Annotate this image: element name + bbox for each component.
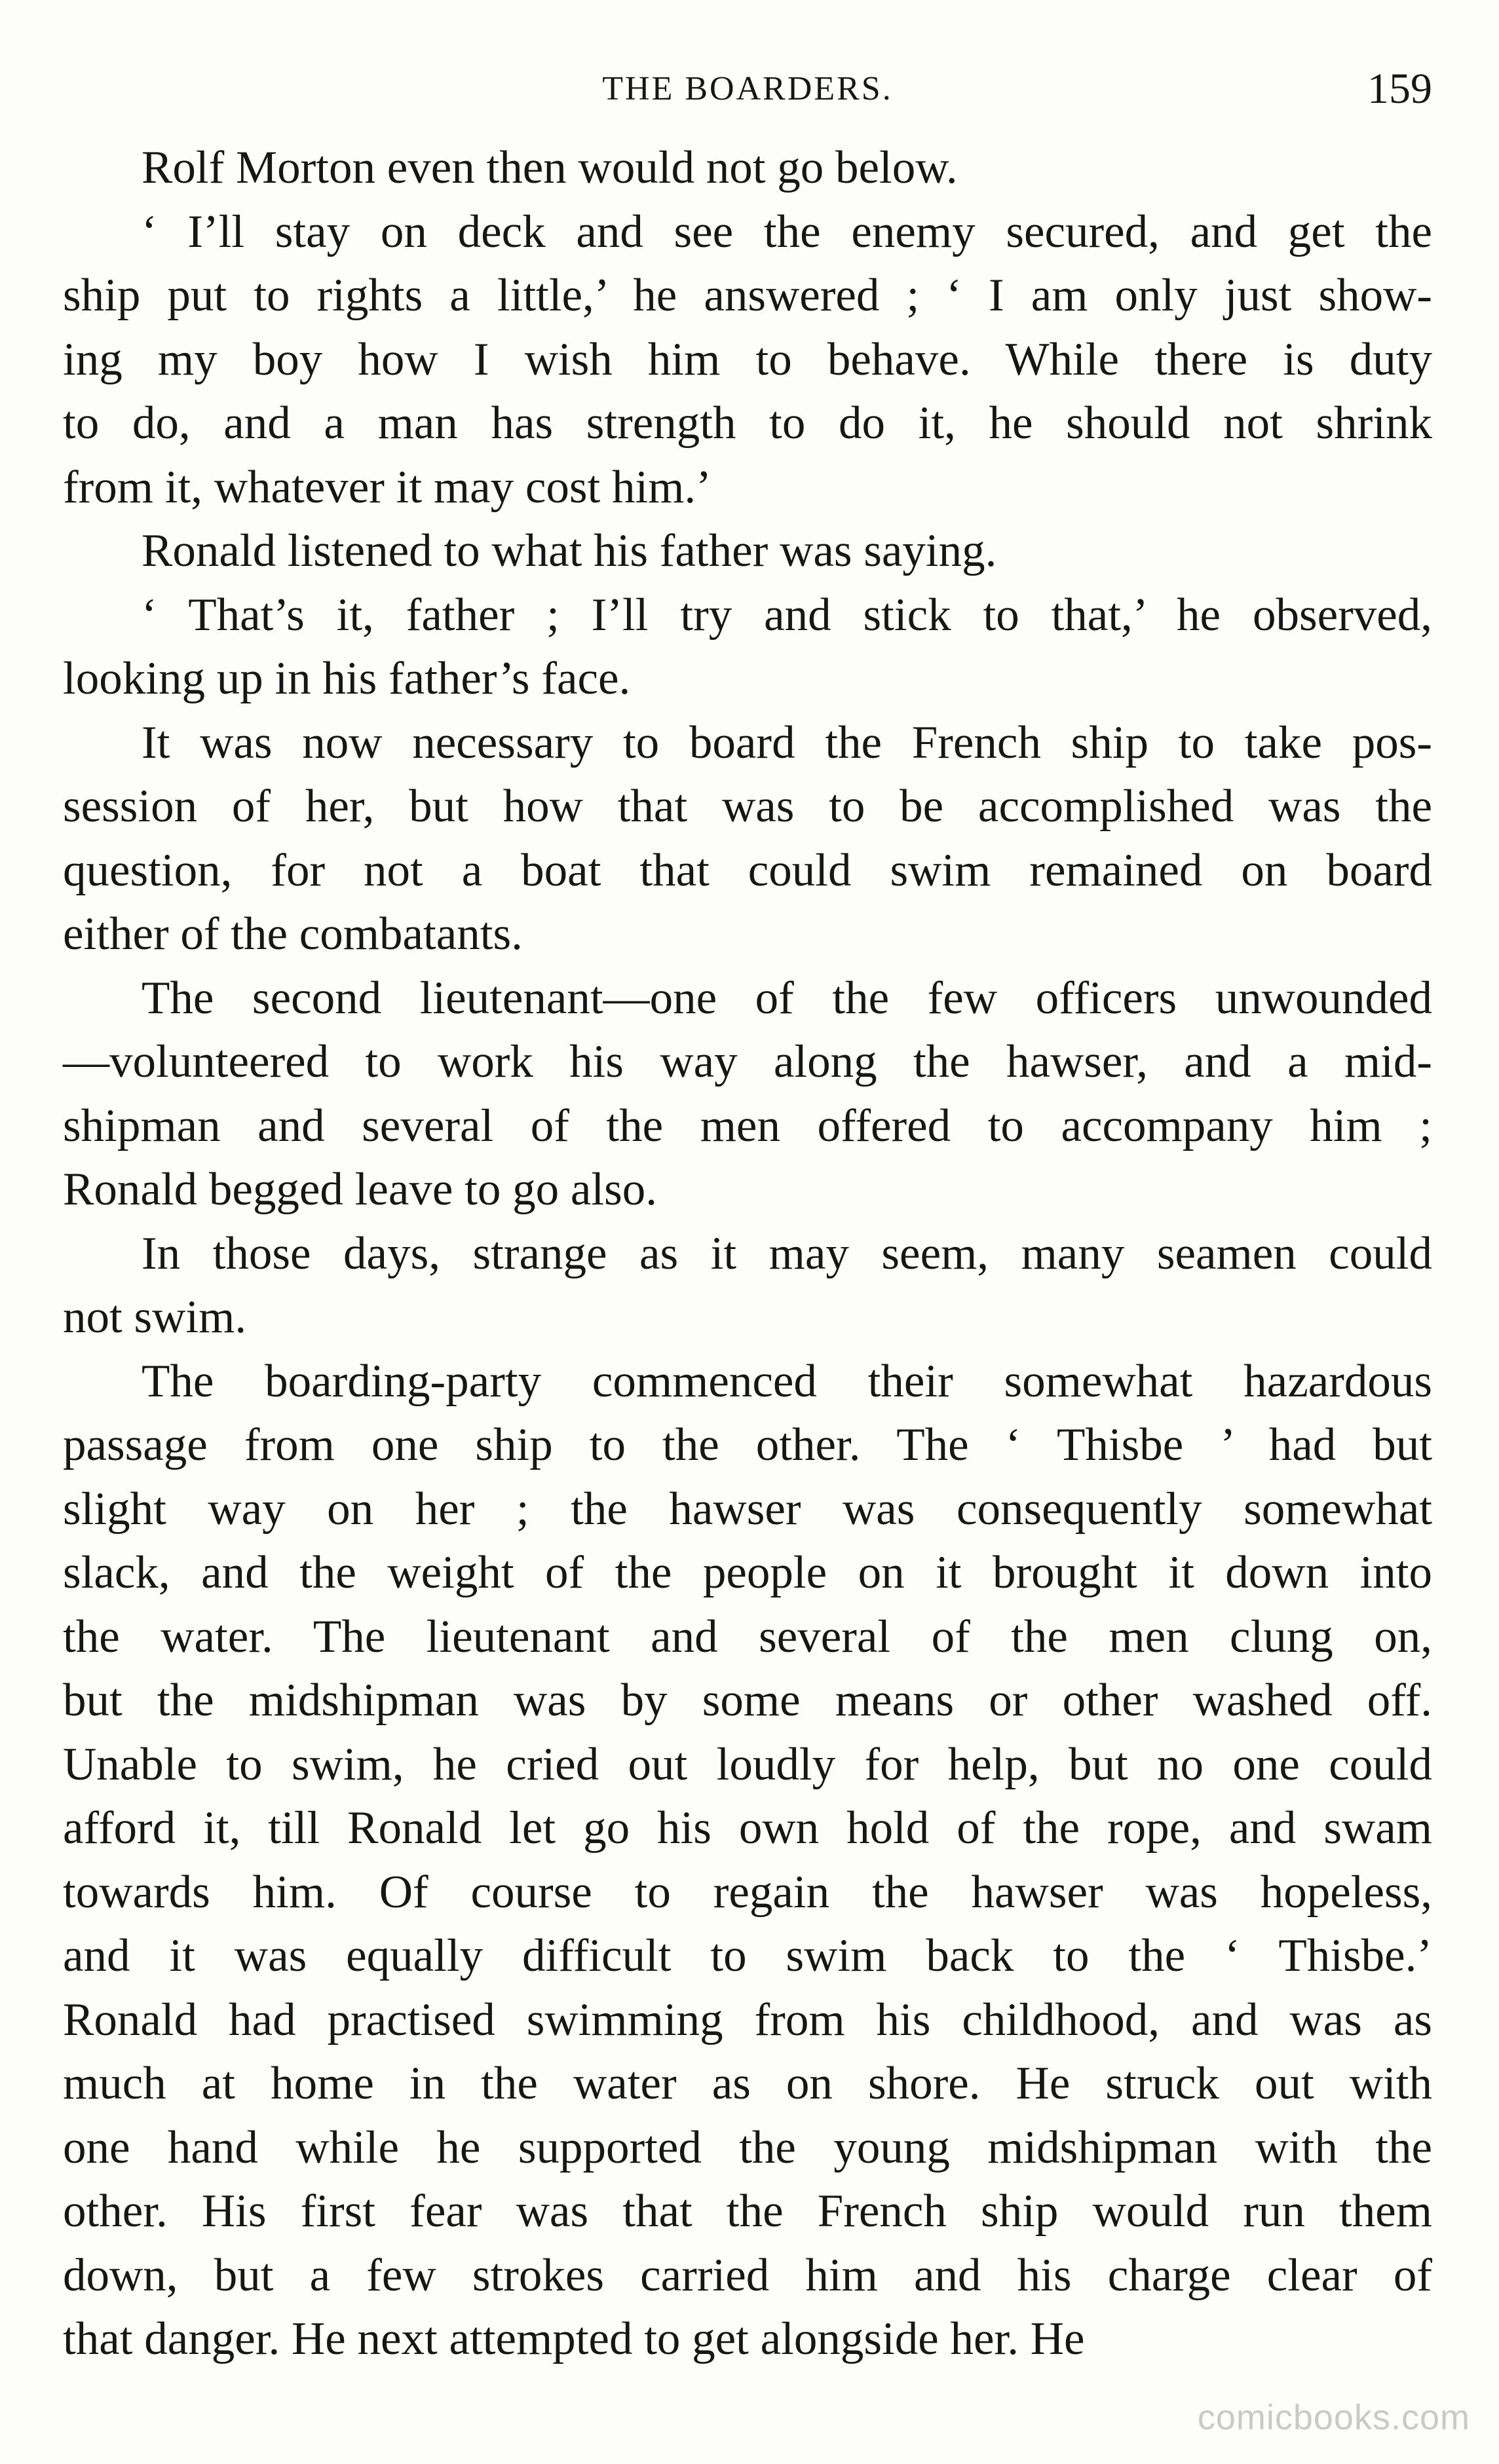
text-line: from it, whatever it may cost him.’ [63,461,712,513]
watermark: comicbooks.com [1197,2398,1470,2437]
text-line: looking up in his father’s face. [63,653,631,704]
text-line: to do, and a man has strength to do it, he should not shrink [63,398,1432,449]
paragraph [63,584,1432,711]
text-line: the water. The lieutenant and several of the men clung on, [63,1611,1432,1662]
text-line: Ronald listened to what his father was saying. [142,525,997,576]
text-line: ‘ I’ll stay on deck and see the enemy secured, and get the [142,206,1432,257]
text-line: slack, and the weight of the people on it brought it down into [63,1547,1432,1598]
body-text [63,136,1432,2372]
text-line: passage from one ship to the other. The ‘ Thisbe ’ had but [63,1419,1432,1470]
running-head-title: THE BOARDERS. [602,70,893,107]
page-number: 159 [1367,65,1432,113]
text-line: and it was equally difficult to swim back to the ‘ Thisbe.’ [63,1930,1432,1981]
text-line: that danger. He next attempted to get alongside her. He [63,2313,1085,2364]
text-line: either of the combatants. [63,908,523,960]
text-line: slight way on her ; the hawser was consequently somewhat [63,1483,1432,1535]
paragraph [63,519,1432,584]
text-line: not swim. [63,1292,247,1343]
text-line: ing my boy how I wish him to behave. While there is duty [63,333,1432,385]
paragraph [63,967,1432,1222]
text-line: In those days, strange as it may seem, many seamen could [142,1227,1432,1279]
text-line: but the midshipman was by some means or other washed off. [63,1675,1432,1726]
text-line: other. His first fear was that the French ship would run them [63,2186,1432,2237]
text-line: down, but a few strokes carried him and his charge clear of [63,2249,1432,2301]
text-line: question, for not a boat that could swim remained on board [63,844,1432,896]
text-line: Unable to swim, he cried out loudly for help, but no one could [63,1738,1432,1790]
paragraph [63,1222,1432,1350]
text-line: towards him. Of course to regain the hawser was hopeless, [63,1866,1432,1918]
text-line: Rolf Morton even then would not go below. [142,142,958,193]
text-line: It was now necessary to board the French ship to take pos- [142,717,1432,768]
paragraph [63,136,1432,200]
paragraph [63,1350,1432,2372]
text-line: session of her, but how that was to be accomplished was the [63,781,1432,832]
text-line: one hand while he supported the young midshipman with the [63,2121,1432,2173]
paragraph [63,711,1432,967]
text-line: The second lieutenant—one of the few officers unwounded [142,972,1432,1024]
text-line: —volunteered to work his way along the hawser, and a mid- [63,1036,1432,1087]
text-line: ‘ That’s it, father ; I’ll try and stick to that,’ he observed, [142,589,1432,641]
text-line: Ronald had practised swimming from his childhood, and was as [63,1994,1432,2045]
text-line: much at home in the water as on shore. He struck out with [63,2058,1432,2109]
text-line: The boarding-party commenced their somewhat hazardous [142,1355,1432,1407]
paragraph [63,200,1432,520]
text-line: ship put to rights a little,’ he answered ; ‘ I am only just show- [63,270,1432,321]
text-line: afford it, till Ronald let go his own hold of the rope, and swam [63,1802,1432,1854]
text-line: Ronald begged leave to go also. [63,1164,657,1215]
text-line: shipman and several of the men offered to accompany him ; [63,1100,1432,1151]
running-head [63,63,1432,115]
